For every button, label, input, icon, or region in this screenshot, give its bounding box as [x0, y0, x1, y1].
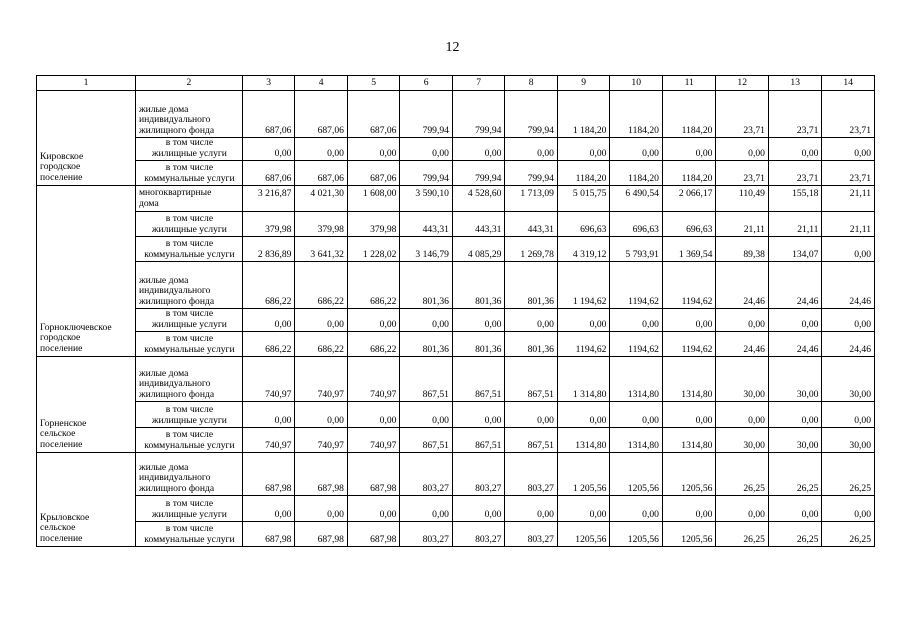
value-cell: 1314,80 — [610, 428, 663, 453]
column-header: 11 — [662, 76, 716, 91]
value-cell: 0,00 — [557, 402, 610, 428]
value-cell: 1 713,09 — [505, 186, 558, 212]
value-cell: 0,00 — [400, 138, 453, 161]
value-cell: 687,06 — [242, 91, 295, 138]
category-label-line: коммунальные услуги — [144, 172, 235, 184]
column-header: 6 — [400, 76, 453, 91]
value-cell: 686,22 — [347, 262, 400, 309]
value-cell: 0,00 — [242, 402, 295, 428]
settlement-name-line: поселение — [40, 438, 83, 450]
value-cell: 24,46 — [768, 262, 822, 309]
category-label — [135, 402, 242, 428]
value-cell: 443,31 — [452, 212, 505, 237]
value-cell: 1205,56 — [610, 522, 663, 547]
category-label-line: жилищного фонда — [138, 482, 215, 494]
value-cell: 687,06 — [347, 161, 400, 186]
column-header: 9 — [557, 76, 610, 91]
value-cell: 687,98 — [295, 453, 348, 496]
category-label-line: в том числе — [165, 238, 214, 249]
value-cell: 21,11 — [822, 186, 875, 212]
value-cell: 30,00 — [716, 428, 769, 453]
value-cell: 740,97 — [242, 357, 295, 402]
settlement-name-line: Кировское — [40, 150, 84, 162]
value-cell: 1184,20 — [557, 161, 610, 186]
value-cell: 1184,20 — [662, 161, 716, 186]
value-cell: 0,00 — [295, 402, 348, 428]
category-label — [135, 212, 242, 237]
value-cell: 1194,62 — [662, 332, 716, 357]
table-row — [37, 332, 875, 357]
value-cell: 1184,20 — [610, 91, 663, 138]
table-header — [37, 76, 875, 91]
value-cell: 0,00 — [610, 496, 663, 522]
value-cell: 26,25 — [822, 522, 875, 547]
settlement-name — [37, 357, 136, 453]
value-cell: 23,71 — [822, 91, 875, 138]
value-cell: 803,27 — [452, 522, 505, 547]
value-cell: 443,31 — [400, 212, 453, 237]
value-cell: 740,97 — [242, 428, 295, 453]
value-cell: 799,94 — [505, 161, 558, 186]
column-header: 7 — [452, 76, 505, 91]
category-label-line: индивидуального — [138, 378, 211, 389]
value-cell: 0,00 — [505, 496, 558, 522]
value-cell: 1 228,02 — [347, 237, 400, 262]
settlement-name-line: поселение — [40, 171, 83, 183]
value-cell: 0,00 — [768, 496, 822, 522]
value-cell: 30,00 — [768, 428, 822, 453]
value-cell: 740,97 — [347, 428, 400, 453]
value-cell: 24,46 — [716, 332, 769, 357]
value-cell: 89,38 — [716, 237, 769, 262]
value-cell: 26,25 — [768, 453, 822, 496]
value-cell: 0,00 — [400, 309, 453, 332]
table-row — [37, 428, 875, 453]
table-row — [37, 212, 875, 237]
value-cell: 0,00 — [662, 138, 716, 161]
value-cell: 6 490,54 — [610, 186, 663, 212]
value-cell: 867,51 — [505, 357, 558, 402]
table-row — [37, 237, 875, 262]
value-cell: 0,00 — [295, 309, 348, 332]
value-cell: 0,00 — [505, 402, 558, 428]
value-cell: 30,00 — [716, 357, 769, 402]
value-cell: 801,36 — [452, 262, 505, 309]
category-label-line: индивидуального — [138, 472, 211, 483]
value-cell: 0,00 — [822, 402, 875, 428]
value-cell: 867,51 — [400, 428, 453, 453]
category-label-line: жилищные услуги — [151, 318, 227, 330]
category-label-line: в том числе — [165, 333, 214, 344]
value-cell: 0,00 — [452, 138, 505, 161]
category-label — [135, 522, 242, 547]
value-cell: 801,36 — [452, 332, 505, 357]
value-cell: 0,00 — [768, 402, 822, 428]
category-label-line: в том числе — [165, 498, 214, 509]
value-cell: 2 836,89 — [242, 237, 295, 262]
value-cell: 803,27 — [400, 453, 453, 496]
value-cell: 5 793,91 — [610, 237, 663, 262]
settlement-name — [37, 186, 136, 357]
value-cell: 1 369,54 — [662, 237, 716, 262]
category-label-line: жилые дома — [138, 461, 189, 473]
value-cell: 1314,80 — [610, 357, 663, 402]
value-cell: 0,00 — [557, 496, 610, 522]
category-label-line: в том числе — [165, 162, 214, 173]
settlement-name-line: городское — [40, 161, 81, 172]
value-cell: 0,00 — [557, 138, 610, 161]
table-row — [37, 309, 875, 332]
value-cell: 799,94 — [505, 91, 558, 138]
value-cell: 0,00 — [822, 309, 875, 332]
value-cell: 1194,62 — [610, 262, 663, 309]
value-cell: 687,98 — [242, 453, 295, 496]
value-cell: 0,00 — [242, 309, 295, 332]
value-cell: 0,00 — [452, 309, 505, 332]
category-label-line: жилищные услуги — [151, 508, 227, 520]
value-cell: 867,51 — [452, 357, 505, 402]
value-cell: 799,94 — [452, 161, 505, 186]
category-label — [135, 186, 242, 212]
value-cell: 687,06 — [347, 91, 400, 138]
value-cell: 0,00 — [662, 496, 716, 522]
value-cell: 1 184,20 — [557, 91, 610, 138]
value-cell: 21,11 — [768, 212, 822, 237]
table-row — [37, 262, 875, 309]
value-cell: 4 085,29 — [452, 237, 505, 262]
value-cell: 801,36 — [400, 332, 453, 357]
value-cell: 134,07 — [768, 237, 822, 262]
value-cell: 687,98 — [347, 453, 400, 496]
value-cell: 30,00 — [822, 428, 875, 453]
column-header: 4 — [295, 76, 348, 91]
value-cell: 5 015,75 — [557, 186, 610, 212]
value-cell: 23,71 — [768, 91, 822, 138]
value-cell: 0,00 — [347, 496, 400, 522]
value-cell: 1205,56 — [662, 522, 716, 547]
value-cell: 24,46 — [822, 262, 875, 309]
column-header: 12 — [716, 76, 769, 91]
value-cell: 24,46 — [716, 262, 769, 309]
category-label — [135, 453, 242, 496]
value-cell: 687,98 — [347, 522, 400, 547]
value-cell: 801,36 — [505, 262, 558, 309]
value-cell: 0,00 — [347, 309, 400, 332]
value-cell: 696,63 — [610, 212, 663, 237]
value-cell: 0,00 — [610, 138, 663, 161]
value-cell: 0,00 — [822, 496, 875, 522]
value-cell: 23,71 — [716, 161, 769, 186]
value-cell: 3 216,87 — [242, 186, 295, 212]
value-cell: 1 194,62 — [557, 262, 610, 309]
value-cell: 155,18 — [768, 186, 822, 212]
value-cell: 1194,62 — [557, 332, 610, 357]
category-label — [135, 332, 242, 357]
category-label — [135, 161, 242, 186]
value-cell: 1 205,56 — [557, 453, 610, 496]
column-header: 13 — [768, 76, 822, 91]
table-row — [37, 138, 875, 161]
value-cell: 0,00 — [610, 309, 663, 332]
value-cell: 686,22 — [347, 332, 400, 357]
value-cell: 686,22 — [242, 332, 295, 357]
category-label-line: коммунальные услуги — [144, 248, 235, 260]
value-cell: 0,00 — [716, 496, 769, 522]
column-header: 10 — [610, 76, 663, 91]
header-row — [37, 76, 875, 91]
category-label-line: индивидуального — [138, 285, 211, 296]
value-cell: 26,25 — [822, 453, 875, 496]
value-cell: 0,00 — [452, 402, 505, 428]
value-cell: 26,25 — [716, 522, 769, 547]
value-cell: 799,94 — [400, 161, 453, 186]
value-cell: 21,11 — [822, 212, 875, 237]
value-cell: 740,97 — [295, 428, 348, 453]
category-label-line: жилые дома — [138, 367, 189, 379]
category-label — [135, 428, 242, 453]
category-label-line: жилищного фонда — [138, 124, 215, 136]
value-cell: 0,00 — [505, 309, 558, 332]
category-label-line: жилищные услуги — [151, 147, 227, 159]
value-cell: 1194,62 — [610, 332, 663, 357]
value-cell: 26,25 — [768, 522, 822, 547]
value-cell: 26,25 — [716, 453, 769, 496]
tariff-table — [36, 75, 875, 547]
value-cell: 21,11 — [716, 212, 769, 237]
value-cell: 867,51 — [452, 428, 505, 453]
value-cell: 0,00 — [716, 402, 769, 428]
value-cell: 1314,80 — [662, 357, 716, 402]
value-cell: 1184,20 — [662, 91, 716, 138]
column-header: 5 — [347, 76, 400, 91]
value-cell: 1314,80 — [662, 428, 716, 453]
value-cell: 24,46 — [768, 332, 822, 357]
value-cell: 0,00 — [716, 138, 769, 161]
category-label-line: жилищного фонда — [138, 388, 215, 400]
value-cell: 687,98 — [242, 522, 295, 547]
value-cell: 803,27 — [400, 522, 453, 547]
value-cell: 0,00 — [768, 309, 822, 332]
category-label-line: жилые дома — [138, 274, 189, 286]
category-label-line: в том числе — [165, 308, 214, 319]
category-label-line: коммунальные услуги — [144, 343, 235, 355]
value-cell: 803,27 — [505, 522, 558, 547]
category-label-line: в том числе — [165, 429, 214, 440]
category-label-line: в том числе — [165, 404, 214, 415]
category-label-line: жилые дома — [138, 103, 189, 115]
settlement-name-line: Крыловское — [40, 511, 90, 523]
category-label — [135, 138, 242, 161]
value-cell: 740,97 — [347, 357, 400, 402]
category-label-line: дома — [138, 197, 159, 209]
category-label-line: жилищные услуги — [151, 414, 227, 426]
value-cell: 1184,20 — [610, 161, 663, 186]
value-cell: 23,71 — [716, 91, 769, 138]
category-label-line: в том числе — [165, 213, 214, 224]
value-cell: 3 146,79 — [400, 237, 453, 262]
value-cell: 3 590,10 — [400, 186, 453, 212]
value-cell: 686,22 — [295, 332, 348, 357]
value-cell: 30,00 — [768, 357, 822, 402]
value-cell: 1194,62 — [662, 262, 716, 309]
value-cell: 0,00 — [822, 237, 875, 262]
value-cell: 801,36 — [505, 332, 558, 357]
category-label-line: индивидуального — [138, 114, 211, 125]
category-label-line: многоквартирные — [138, 187, 212, 198]
value-cell: 803,27 — [505, 453, 558, 496]
settlement-name-line: Горноключевское — [40, 321, 112, 333]
value-cell: 1 269,78 — [505, 237, 558, 262]
value-cell: 867,51 — [505, 428, 558, 453]
category-label-line: жилищного фонда — [138, 295, 215, 307]
value-cell: 696,63 — [557, 212, 610, 237]
table-row — [37, 161, 875, 186]
value-cell: 379,98 — [242, 212, 295, 237]
value-cell: 110,49 — [716, 186, 769, 212]
table-row — [37, 496, 875, 522]
value-cell: 1 314,80 — [557, 357, 610, 402]
value-cell: 3 641,32 — [295, 237, 348, 262]
value-cell: 0,00 — [242, 496, 295, 522]
value-cell: 0,00 — [347, 138, 400, 161]
table-row — [37, 453, 875, 496]
value-cell: 23,71 — [768, 161, 822, 186]
value-cell: 801,36 — [400, 262, 453, 309]
value-cell: 686,22 — [242, 262, 295, 309]
value-cell: 0,00 — [295, 496, 348, 522]
value-cell: 687,98 — [295, 522, 348, 547]
page-number: 12 — [445, 40, 460, 55]
value-cell: 803,27 — [452, 453, 505, 496]
value-cell: 1 608,00 — [347, 186, 400, 212]
value-cell: 4 319,12 — [557, 237, 610, 262]
settlement-name-line: поселение — [40, 532, 83, 544]
column-header: 14 — [822, 76, 875, 91]
value-cell: 23,71 — [822, 161, 875, 186]
settlement-name-line: поселение — [40, 342, 83, 354]
settlement-name-line: сельское — [40, 522, 76, 533]
value-cell: 1314,80 — [557, 428, 610, 453]
value-cell: 687,06 — [295, 91, 348, 138]
column-header: 2 — [135, 76, 242, 91]
category-label-line: жилищные услуги — [151, 223, 227, 235]
settlement-name-line: городское — [40, 332, 81, 343]
value-cell: 1205,56 — [610, 453, 663, 496]
category-label — [135, 237, 242, 262]
value-cell: 0,00 — [400, 402, 453, 428]
value-cell: 30,00 — [822, 357, 875, 402]
column-header: 3 — [242, 76, 295, 91]
value-cell: 379,98 — [295, 212, 348, 237]
table-row — [37, 357, 875, 402]
value-cell: 0,00 — [662, 402, 716, 428]
category-label-line: в том числе — [165, 137, 214, 148]
value-cell: 4 528,60 — [452, 186, 505, 212]
value-cell: 0,00 — [610, 402, 663, 428]
value-cell: 0,00 — [662, 309, 716, 332]
value-cell: 0,00 — [347, 402, 400, 428]
category-label — [135, 496, 242, 522]
column-header: 8 — [505, 76, 558, 91]
settlement-name — [37, 453, 136, 547]
value-cell: 0,00 — [557, 309, 610, 332]
value-cell: 1205,56 — [662, 453, 716, 496]
category-label-line: коммунальные услуги — [144, 439, 235, 451]
value-cell: 443,31 — [505, 212, 558, 237]
value-cell: 0,00 — [716, 309, 769, 332]
table-row — [37, 186, 875, 212]
category-label — [135, 309, 242, 332]
value-cell: 4 021,30 — [295, 186, 348, 212]
value-cell: 799,94 — [452, 91, 505, 138]
column-header: 1 — [37, 76, 136, 91]
value-cell: 0,00 — [768, 138, 822, 161]
value-cell: 867,51 — [400, 357, 453, 402]
settlement-name — [37, 91, 136, 186]
value-cell: 379,98 — [347, 212, 400, 237]
value-cell: 0,00 — [822, 138, 875, 161]
settlement-name-line: Горненское — [40, 417, 87, 429]
value-cell: 696,63 — [662, 212, 716, 237]
value-cell: 2 066,17 — [662, 186, 716, 212]
value-cell: 0,00 — [295, 138, 348, 161]
value-cell: 1205,56 — [557, 522, 610, 547]
table-row — [37, 91, 875, 138]
value-cell: 799,94 — [400, 91, 453, 138]
category-label — [135, 262, 242, 309]
category-label-line: коммунальные услуги — [144, 533, 235, 545]
category-label — [135, 91, 242, 138]
value-cell: 740,97 — [295, 357, 348, 402]
category-label — [135, 357, 242, 402]
value-cell: 687,06 — [295, 161, 348, 186]
value-cell: 0,00 — [400, 496, 453, 522]
table-row — [37, 522, 875, 547]
table-body — [37, 91, 875, 547]
value-cell: 24,46 — [822, 332, 875, 357]
value-cell: 0,00 — [242, 138, 295, 161]
value-cell: 687,06 — [242, 161, 295, 186]
value-cell: 686,22 — [295, 262, 348, 309]
settlement-name-line: сельское — [40, 428, 76, 439]
category-label-line: в том числе — [165, 523, 214, 534]
value-cell: 0,00 — [452, 496, 505, 522]
table-row — [37, 402, 875, 428]
value-cell: 0,00 — [505, 138, 558, 161]
